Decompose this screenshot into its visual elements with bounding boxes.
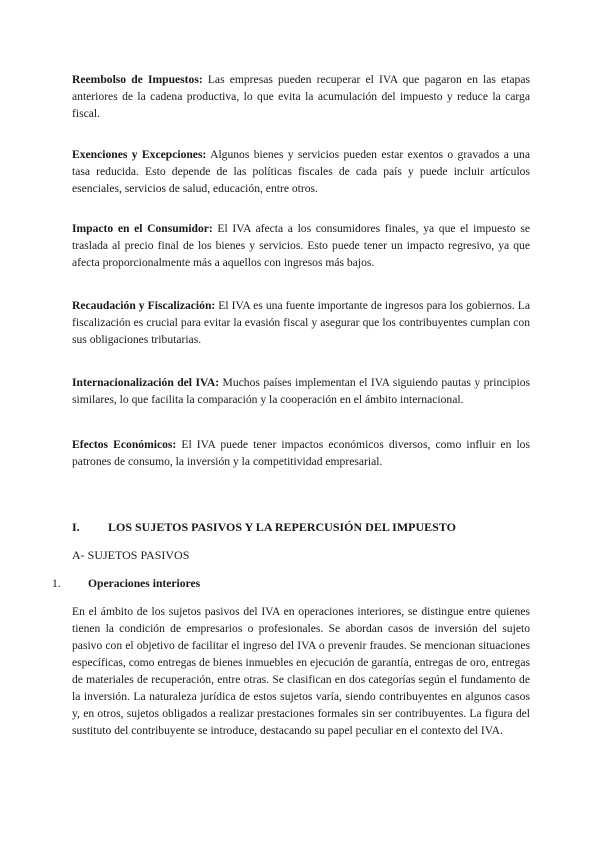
paragraph-term: Exenciones y Excepciones:: [72, 148, 207, 161]
section-title: LOS SUJETOS PASIVOS Y LA REPERCUSIÓN DEL IMPUESTO: [108, 520, 456, 534]
paragraph-recaudacion: [72, 297, 530, 348]
paragraph-term: Impacto en el Consumidor:: [72, 222, 213, 235]
paragraph-text: Muchos países implementan el IVA siguiendo pautas y principios similares, lo que facilita la comparación y la cooperación en el ámbito internacional.: [72, 376, 531, 406]
paragraph-efectos: [72, 436, 530, 470]
paragraph-exenciones: [72, 146, 530, 197]
item-title: Operaciones interiores: [88, 577, 201, 590]
paragraph-text: Algunos bienes y servicios pueden estar exentos o gravados a una tasa reducida. Esto depende de las políticas fiscales de cada país y puede incluir artículos esenciales, servicios de salud, educación, entre otros.: [72, 148, 531, 195]
paragraph-impacto: [72, 220, 530, 271]
paragraph-term: Reembolso de Impuestos:: [72, 73, 203, 86]
section-body: En el ámbito de los sujetos pasivos del IVA en operaciones interiores, se distingue entre quienes tienen la condición de empresarios o profesionales. Se abordan casos de inversión del sujeto pasivo con el objetivo de facilitar el ingreso del IVA o prevenir fraudes. Se mencionan situaciones específicas, como entregas de bienes inmuebles en ejecución de garantía, entregas de oro, entregas de materiales de recuperación, entre otras. Se clasifican en dos categorías según el fundamento de la inversión. La naturaleza jurídica de estos sujetos varía, siendo contribuyentes en algunos casos y, en otros, sujetos obligados a realizar prestaciones formales sin ser contribuyentes. La figura del sustituto del contribuyente se introduce, destacando su papel peculiar en el contexto del IVA.: [72, 605, 530, 737]
paragraph-term: Efectos Económicos:: [72, 438, 177, 451]
paragraph-text: El IVA puede tener impactos económicos diversos, como influir en los patrones de consumo, la inversión y la competitividad empresarial.: [72, 438, 530, 468]
paragraph-reembolso: [72, 71, 530, 122]
paragraph-term: Internacionalización del IVA:: [72, 376, 220, 389]
section-number: I.: [72, 520, 80, 534]
paragraph-internacionalizacion: [72, 374, 530, 408]
section-subtitle: A- SUJETOS PASIVOS: [72, 548, 190, 562]
paragraph-text: Las empresas pueden recuperar el IVA que pagaron en las etapas anteriores de la cadena productiva, lo que evita la acumulación del impuesto y reduce la carga fiscal.: [72, 73, 530, 120]
paragraph-text: El IVA afecta a los consumidores finales, ya que el impuesto se traslada al precio final de los bienes y servicios. Esto puede tener un impacto regresivo, ya que afecta proporcionalmente más a aquellos con ingresos más bajos.: [72, 222, 530, 269]
item-number: 1.: [52, 577, 61, 590]
paragraph-text: El IVA es una fuente importante de ingresos para los gobiernos. La fiscalización es crucial para evitar la evasión fiscal y asegurar que los contribuyentes cumplan con sus obligaciones tributarias.: [72, 299, 530, 346]
paragraph-term: Recaudación y Fiscalización:: [72, 299, 216, 312]
